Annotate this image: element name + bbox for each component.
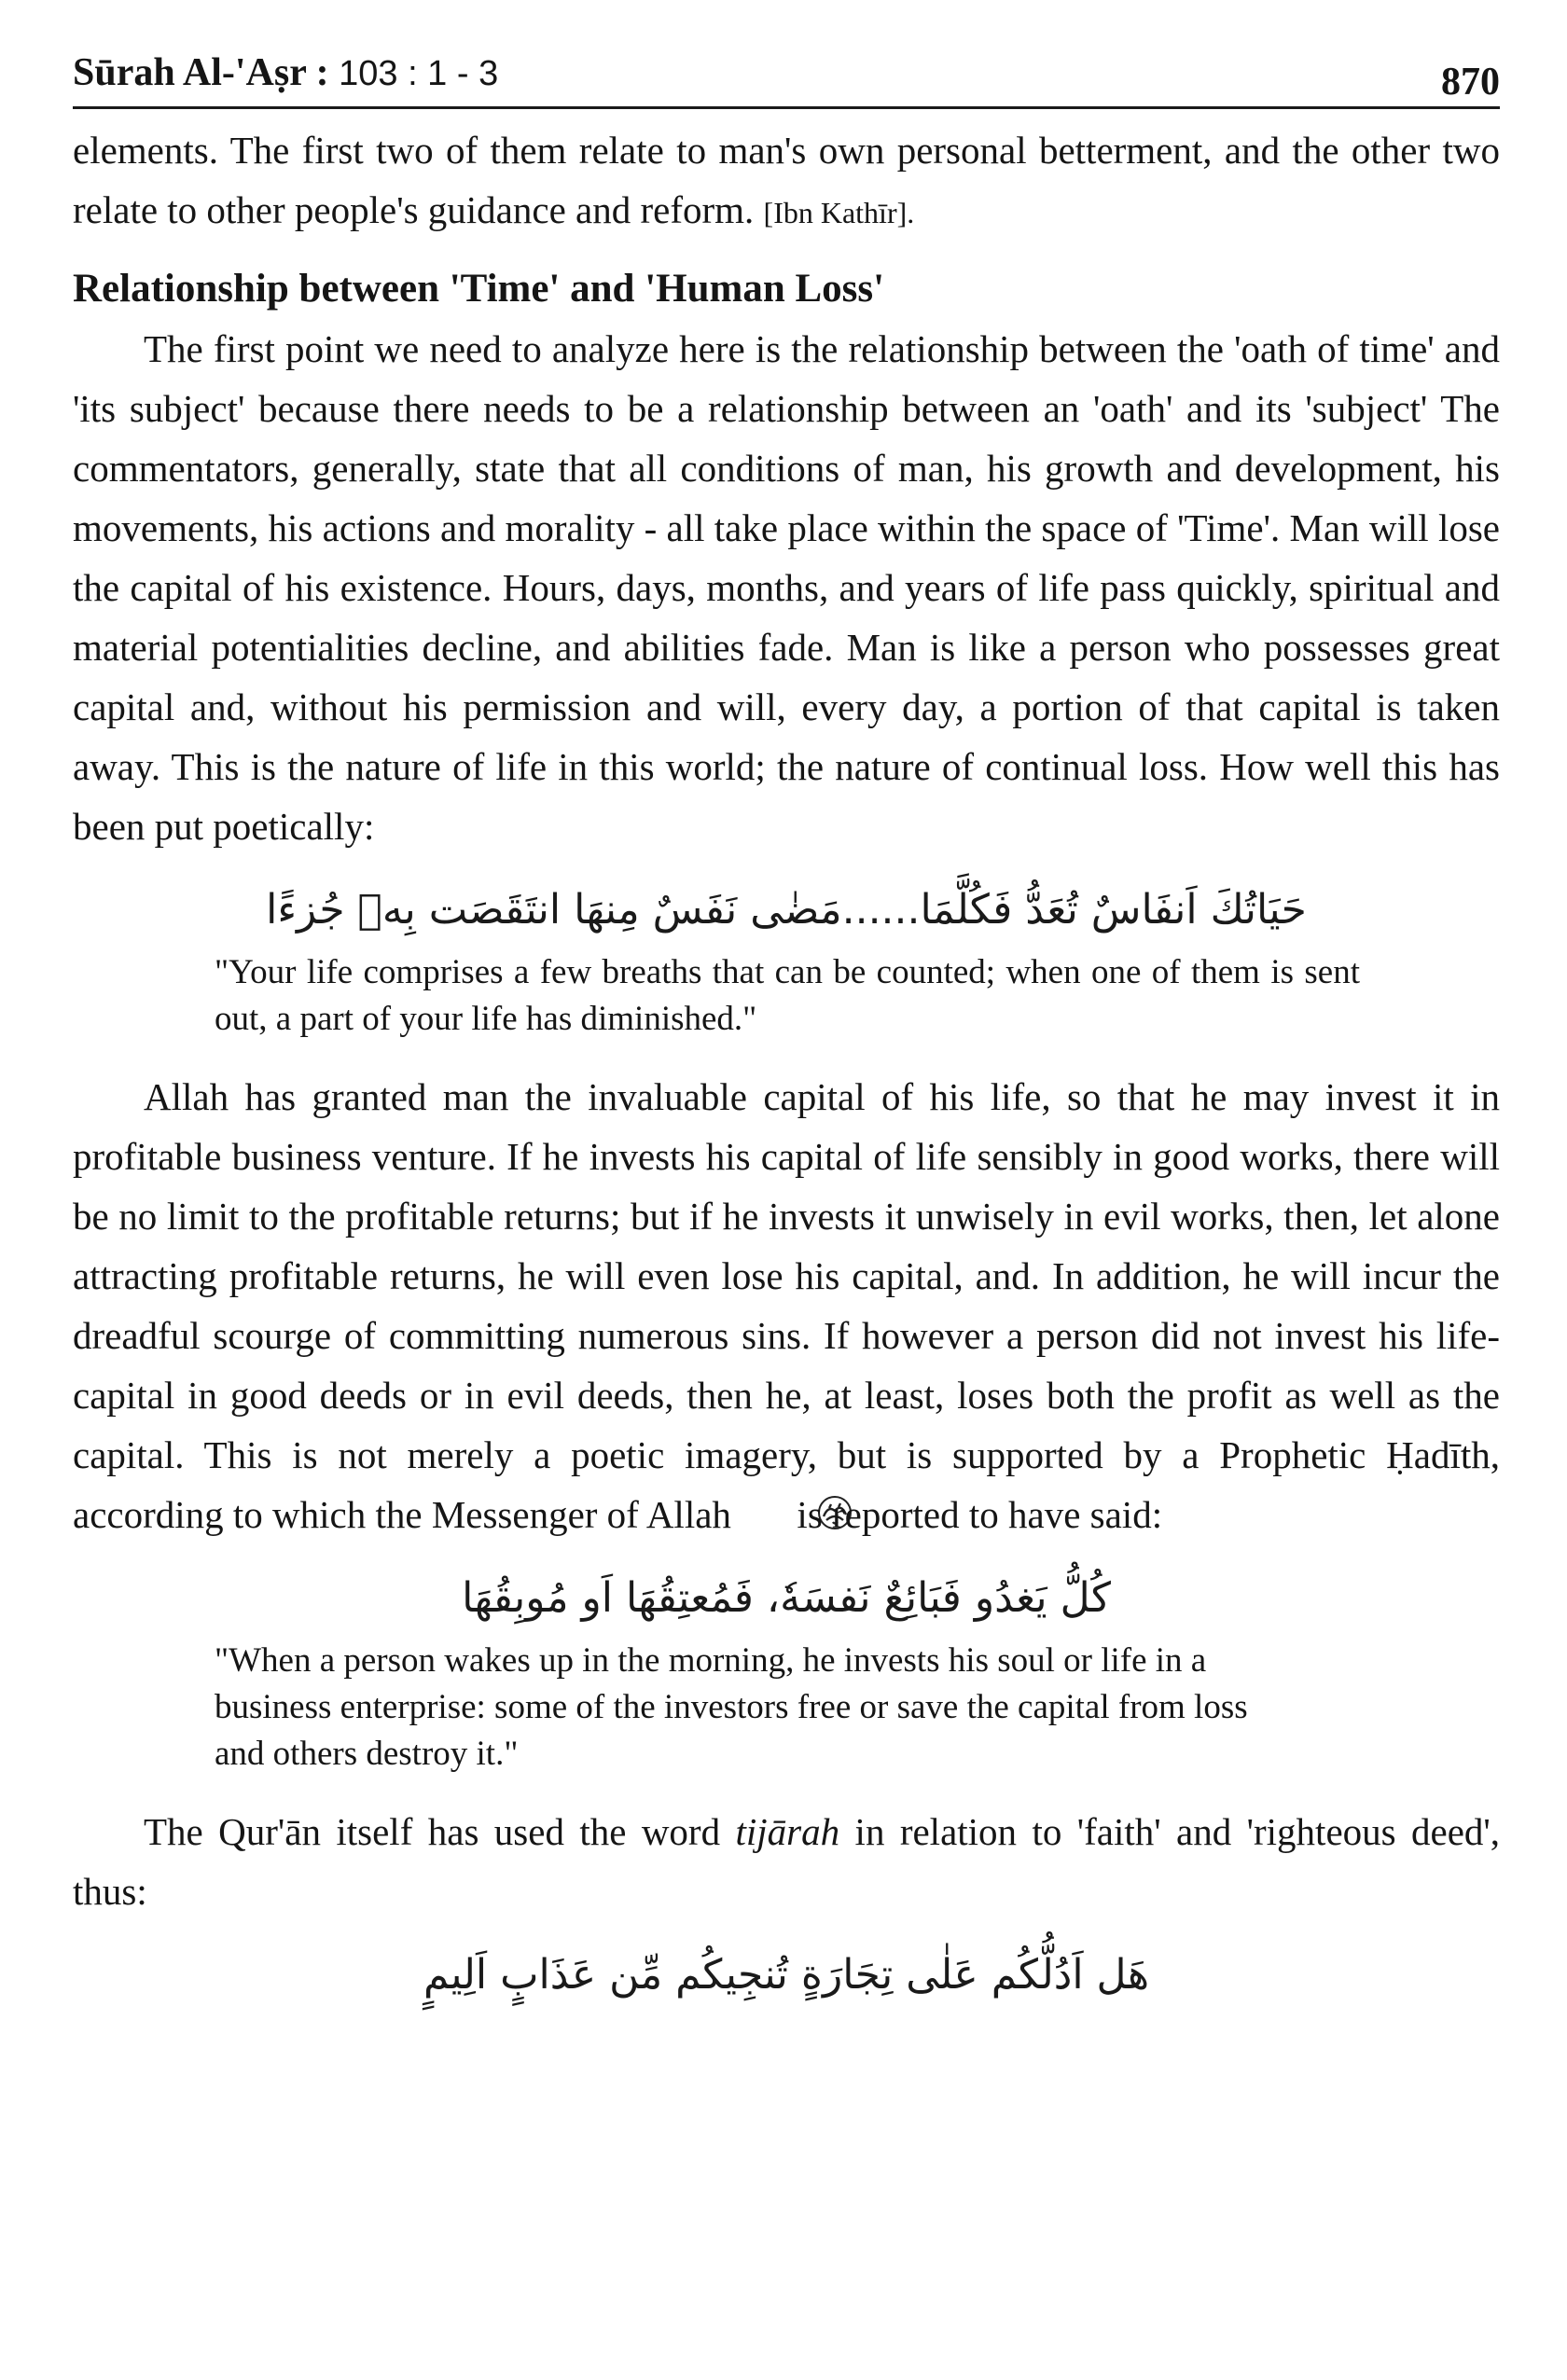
citation-ibn-kathir: [Ibn Kathīr]. [763,196,915,229]
paragraph-tijarah-text-end: in relation to 'faith' and 'righteous deed', thus: [73,1810,1501,1913]
body-text [73,120,1500,2009]
running-header [73,37,1500,109]
book-page [73,37,1500,2014]
header-left [73,50,498,96]
paragraph-tijarah [73,1802,1500,1921]
salallahu-alayhi-wasallam-seal-icon [744,1488,784,1526]
arabic-verse-poem: حَيَاتُكَ اَنفَاسٌ تُعَدُّ فَكُلَّمَا......مَضٰى نَفَسٌ مِنهَا انتَقَصَت بِهٖ جُزءًا [266,886,1307,934]
surah-title: Sūrah Al-'Aṣr : [73,51,329,94]
paragraph-tijarah-text: The Qur'ān itself has used the word [144,1810,721,1853]
paragraph-capital-text-end: is reported to have said: [797,1493,1163,1536]
italic-term-tijarah: tijārah [735,1810,840,1853]
paragraph-capital-text: Allah has granted man the invaluable capital of his life, so that he may invest it in profitable business venture. If he invests his capital of life sensibly in good works, there will be no limit to the profitable returns; but if he invests it unwisely in evil works, then, let alone attracting profitable returns, he will even lose his capital, and. In addition, he will incur the dreadful scourge of committing numerous sins. If however a person did not invest his life-capital in good deeds or in evil deeds, then he, at least, loses both the profit as well as the capital. This is not merely a poetic imagery, but is supported by a Prophetic Ḥadīth, according to which the Messenger of Allah [73,1075,1500,1536]
paragraph-time-relationship: The first point we need to analyze here is the relationship between the 'oath of time' and 'its subject' because there needs to be a relationship between an 'oath' and its 'subject' The commentators, generally, state that all conditions of man, his growth and development, his movements, his actions and morality - all take place within the space of 'Time'. Man will lose the capital of his existence. Hours, days, months, and years of life pass quickly, spiritual and material potentialities decline, and abilities fade. Man is like a person who possesses great capital and, without his permission and will, every day, a portion of that capital is taken away. This is the nature of life in this world; the nature of continual loss. How well this has been put poetically: [73,327,1500,848]
hadith-translation: "When a person wakes up in the morning, he invests his soul or life in a business enterprise: some of the investors free or save the capital from loss and others destroy it." [215,1641,1248,1773]
arabic-quran-verse: هَل اَدُلُّكُم عَلٰى تِجَارَةٍ تُنجِيكُم مِّن عَذَابٍ اَلِيمٍ [423,1951,1150,1999]
section-heading: Relationship between 'Time' and 'Human Loss' [73,267,885,311]
paragraph-continuation [73,120,1500,242]
paragraph-capital-of-life [73,1067,1500,1544]
paragraph-continuation-text: elements. The first two of them relate to man's own personal betterment, and the other two relate to other people's guidance and reform. [73,129,1500,231]
verse-reference: 103 : 1 - 3 [339,54,499,93]
poem-translation: "Your life comprises a few breaths that can be counted; when one of them is sent out, a part of your life has diminished." [215,953,1360,1038]
page-number: 870 [1441,61,1500,104]
arabic-hadith: كُلُّ يَغدُو فَبَائِعٌ نَفسَهٗ، فَمُعتِقُهَا اَو مُوبِقُهَا [462,1574,1111,1622]
